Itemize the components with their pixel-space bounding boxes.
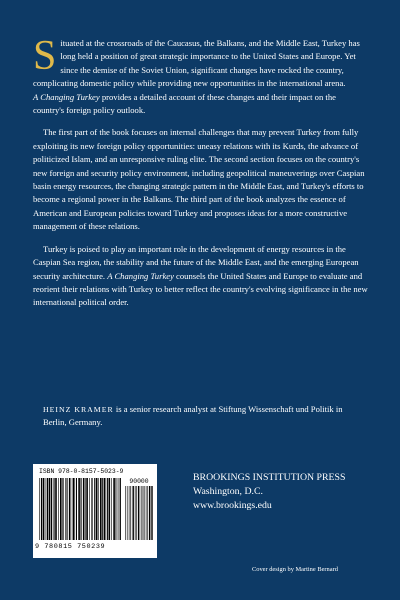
barcode-bar (92, 478, 93, 540)
barcode-bar (129, 486, 130, 540)
barcode-bar (43, 478, 45, 540)
barcode-bar (94, 478, 95, 540)
book-title-inline-2: A Changing Turkey (107, 270, 174, 281)
barcode-bar (62, 478, 63, 540)
publisher-info (193, 471, 373, 513)
barcode-bar (136, 486, 137, 540)
blurb-paragraph-1b-text: provides a detailed account of these changes and their impact on the country's foreign policy outlook. (33, 91, 336, 116)
barcode-bar (140, 486, 141, 540)
barcode-bar (49, 478, 50, 540)
barcode-bar (142, 486, 143, 540)
blurb-paragraph-1-text: ituated at the crossroads of the Caucasus, the Balkans, and the Middle East, Turkey has long held a position of great strategic importance to the United States and Europe. Yet since the demise of the Soviet Union, significant changes have rocked the country, complicating domestic policy while providing new opportunities in the international arena. (33, 38, 360, 89)
barcode-bar (91, 478, 92, 540)
barcode-bar (104, 478, 106, 540)
barcode-bar (116, 478, 117, 540)
barcode-bar (152, 486, 153, 540)
barcode-bar (81, 478, 82, 540)
blurb-paragraph-1 (33, 33, 368, 117)
barcode-bar (39, 478, 40, 540)
barcode-bar (133, 486, 134, 540)
barcode-bar (151, 486, 152, 540)
blurb-paragraph-3 (33, 243, 368, 310)
barcode-bar (85, 478, 86, 540)
barcode-bar (67, 478, 68, 540)
barcode-bar (111, 478, 112, 540)
blurb-paragraph-3-rest: counsels the United States and Europe to evaluate and reorient their relations with Turkey to better reflect the country's evolving significance in the new international political order. (33, 270, 368, 308)
barcode-addon-number: 90000 (129, 478, 149, 485)
isbn-label: ISBN 978-0-8157-5023-9 (39, 468, 124, 475)
barcode-bar (83, 478, 85, 540)
barcode-bar (86, 478, 88, 540)
barcode-ean-digits: 9 780815 750239 (35, 543, 106, 551)
author-bio-text: is a senior research analyst at Stiftung Wissenschaft und Politik in Berlin, Germany. (43, 404, 343, 428)
barcode-bar (117, 478, 118, 540)
barcode-bar (102, 478, 103, 540)
author-name: HEINZ KRAMER (43, 405, 114, 414)
barcode-bar (41, 478, 42, 540)
barcode-bar (144, 486, 145, 540)
drop-cap: S (33, 33, 57, 79)
barcode-bar (45, 478, 46, 540)
barcode-addon-bars (125, 486, 153, 540)
barcode-bar (125, 486, 126, 540)
barcode-bar (58, 478, 59, 540)
barcode-bar (78, 478, 80, 540)
cover-design-credit: Cover design by Martine Bernard (252, 566, 338, 573)
barcode-bar (120, 478, 121, 540)
barcode-bar (147, 486, 148, 540)
blurb-paragraph-2: The first part of the book focuses on internal challenges that may prevent Turkey from fully exploiting its new foreign policy opportunities: uneasy relations with its Kurds, the advance of politicized Islam, and an unresponsive ruling elite. The second section focuses on the country's new foreign and security policy environment, including geopolitical maneuverings over Caspian basin energy resources, the changing strategic pattern in the Middle East, and Turkey's efforts to become a regional power in the Balkans. The third part of the book analyzes the essence of American and European policies toward Turkey and proposes ideas for a more constructive management of these relations. (33, 127, 365, 232)
barcode-bar (47, 478, 49, 540)
barcode-bar (146, 486, 147, 540)
barcode-bar (130, 486, 131, 540)
barcode-bar (127, 486, 128, 540)
barcode-bar (100, 478, 102, 540)
barcode-bar (109, 478, 111, 540)
barcode-bar (132, 486, 133, 540)
barcode-bar (113, 478, 115, 540)
publisher-city: Washington, D.C. (193, 486, 263, 497)
barcode-bar (143, 486, 144, 540)
publisher-url: www.brookings.edu (193, 500, 272, 511)
barcode-bar (65, 478, 66, 540)
barcode-bar (69, 478, 71, 540)
barcode-bar (138, 486, 139, 540)
barcode-bar (119, 478, 120, 540)
barcode (33, 464, 157, 558)
author-bio (43, 403, 368, 430)
barcode-bar (96, 478, 98, 540)
barcode-bar (73, 478, 75, 540)
barcode-bar (89, 478, 90, 540)
book-title-inline: A Changing Turkey (33, 91, 100, 102)
barcode-bar (107, 478, 108, 540)
blurb-text (33, 33, 368, 319)
barcode-bar (60, 478, 62, 540)
barcode-bar (98, 478, 99, 540)
blurb-paragraph-3-text: Turkey is poised to play an important role in the development of energy resources in the Caspian Sea region, the stability and the future of the Middle East, and the emerging European security architecture. (33, 243, 359, 281)
barcode-bars (39, 478, 121, 540)
publisher-name: BROOKINGS INSTITUTION PRESS (193, 472, 346, 483)
barcode-bar (54, 478, 55, 540)
barcode-bar (149, 486, 150, 540)
barcode-bar (63, 478, 64, 540)
barcode-bar (72, 478, 73, 540)
barcode-bar (76, 478, 77, 540)
barcode-bar (51, 478, 53, 540)
barcode-bar (55, 478, 57, 540)
